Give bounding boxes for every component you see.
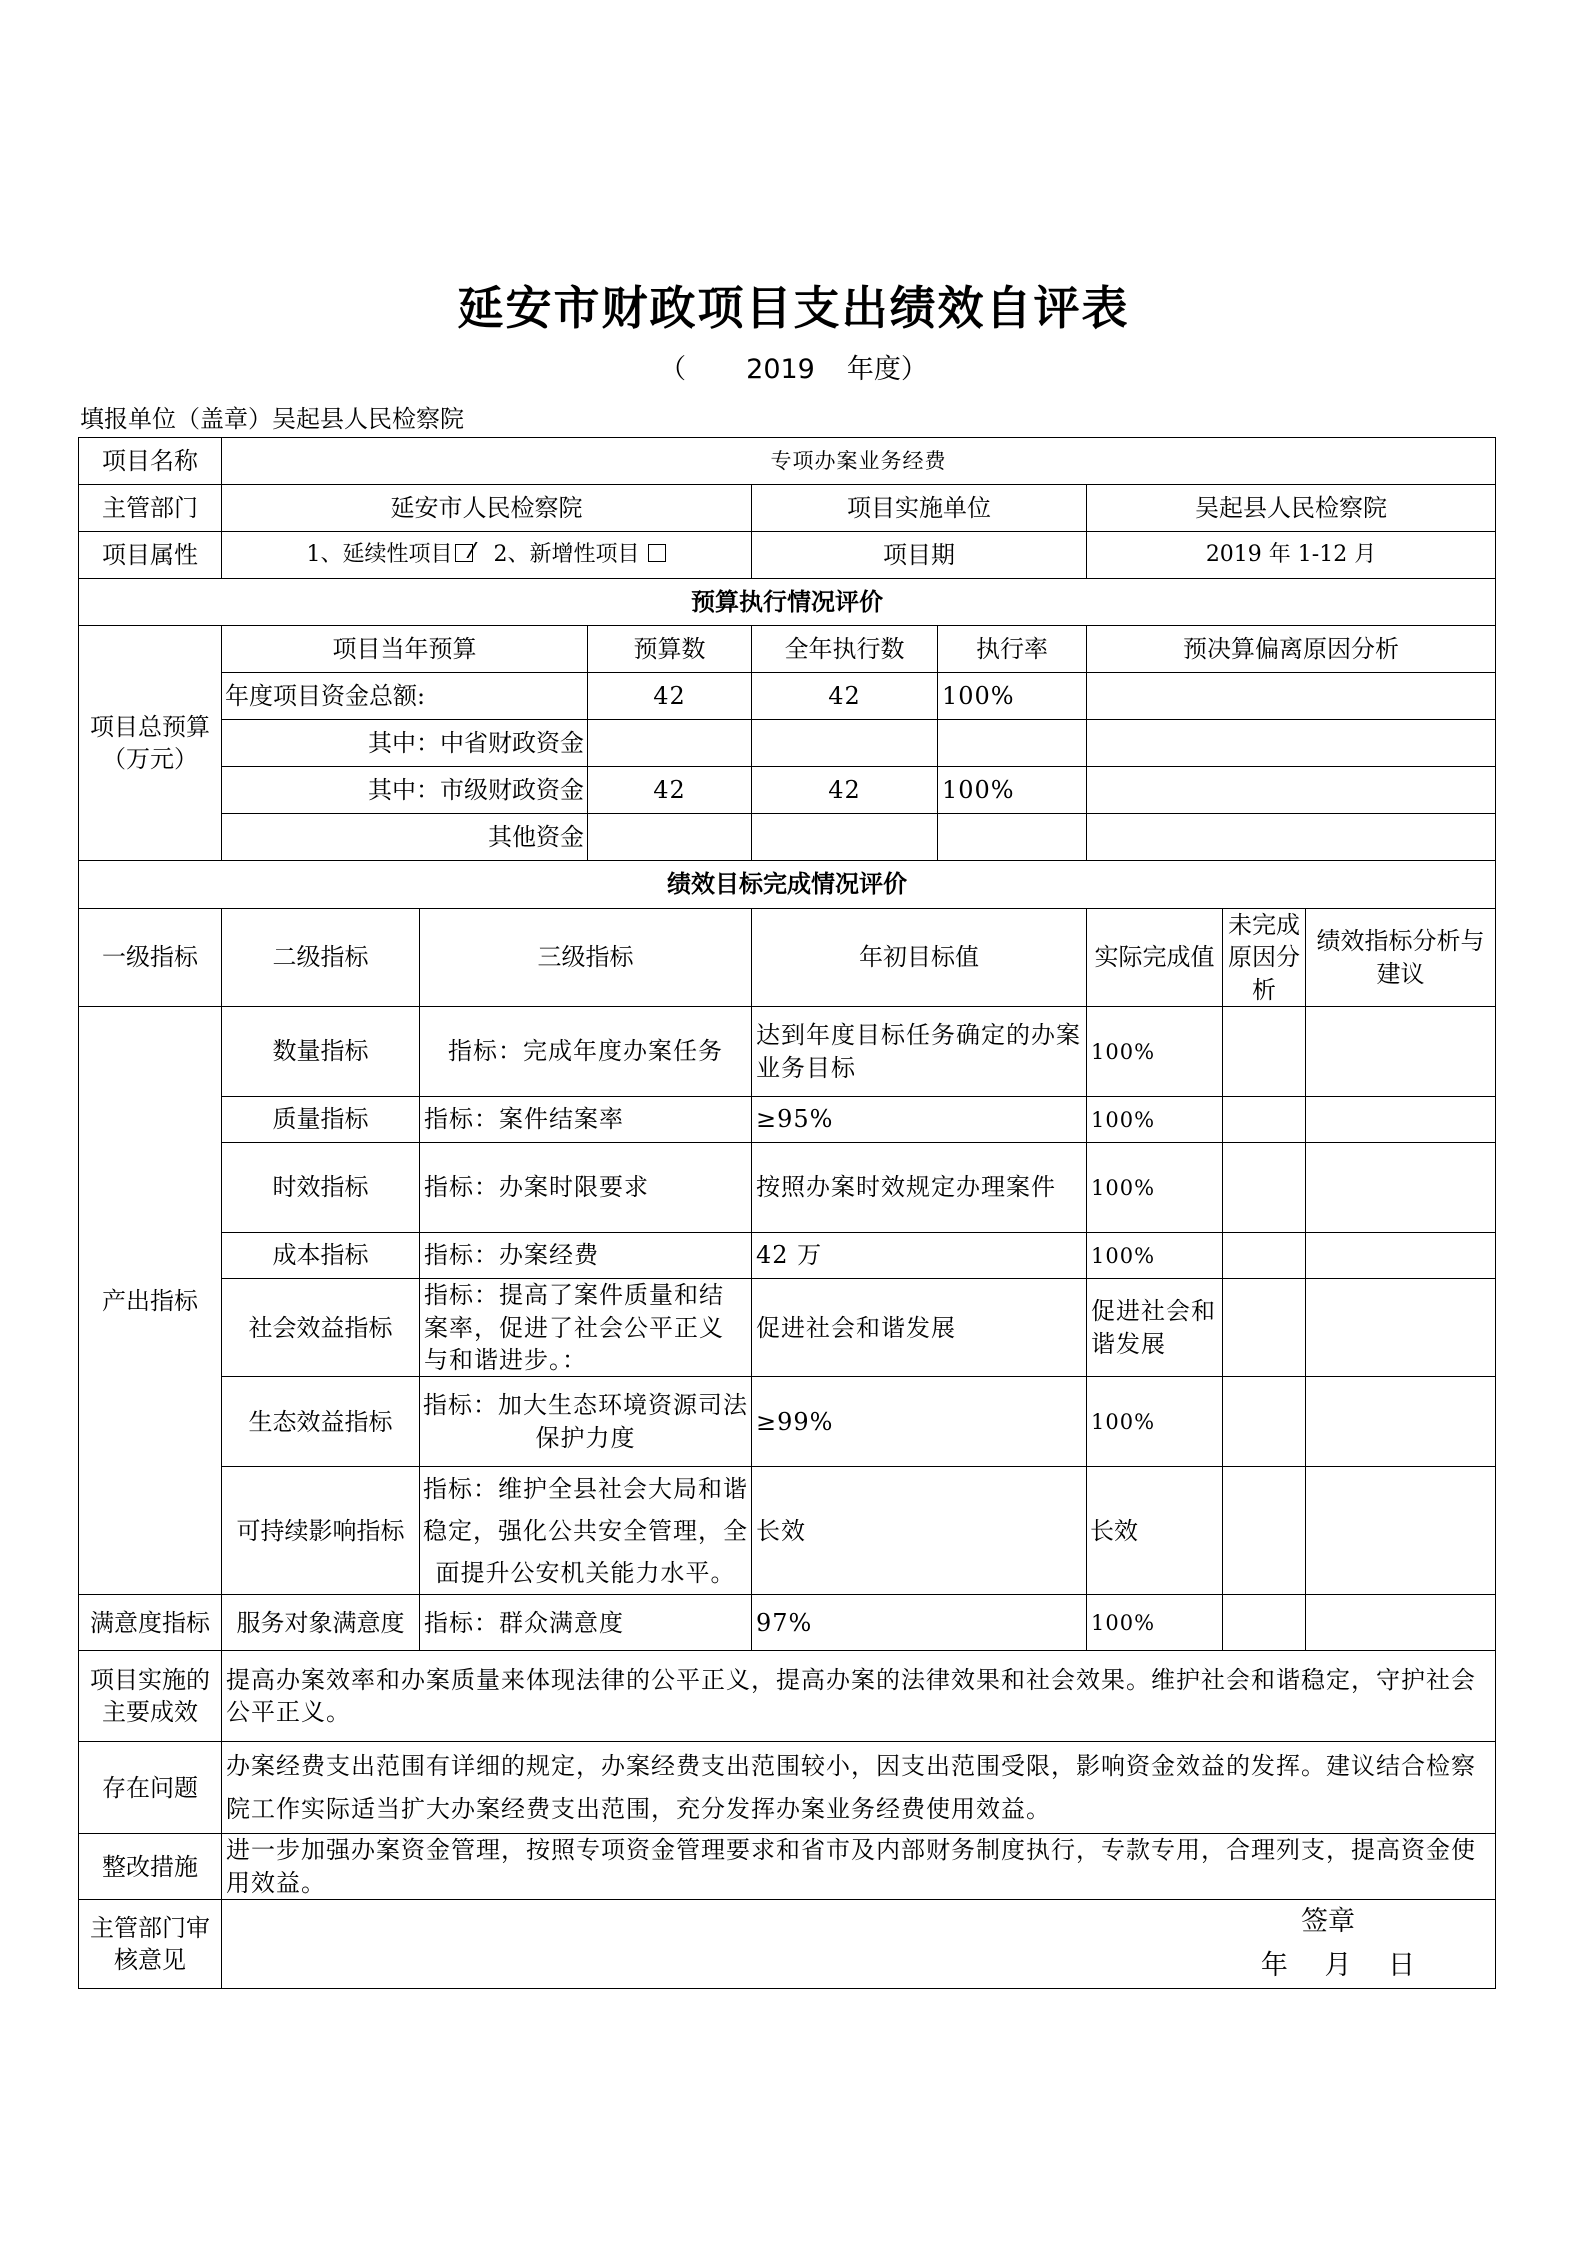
output-level2: 成本指标 (222, 1233, 420, 1279)
output-advice (1306, 1279, 1496, 1377)
output-target: ≥99% (752, 1377, 1087, 1467)
output-target: 按照办案时效规定办理案件 (752, 1143, 1087, 1233)
attr-option-continuing: 1、延续性项目 (306, 542, 453, 568)
problems-label: 存在问题 (79, 1742, 222, 1834)
impl-unit-label: 项目实施单位 (752, 485, 1087, 532)
output-actual: 100% (1087, 1377, 1223, 1467)
output-reason (1223, 1279, 1306, 1377)
output-level2: 社会效益指标 (222, 1279, 420, 1377)
budget-row-amount: 42 (588, 673, 752, 720)
budget-section-title: 预算执行情况评价 (79, 579, 1496, 626)
attr-label: 项目属性 (79, 532, 222, 579)
perf-col-reason: 未完成原因分析 (1223, 909, 1306, 1007)
output-target: 长效 (752, 1467, 1087, 1595)
measures-label: 整改措施 (79, 1834, 222, 1900)
reporting-unit-value: 吴起县人民检察院 (272, 405, 464, 433)
output-actual: 100% (1087, 1233, 1223, 1279)
satisfaction-level3: 指标：群众满意度 (420, 1595, 752, 1651)
budget-row (79, 720, 1496, 767)
output-actual: 长效 (1087, 1467, 1223, 1595)
budget-row-label: 项目总预算（万元） (79, 626, 222, 861)
satisfaction-reason (1223, 1595, 1306, 1651)
budget-row-amount (588, 814, 752, 861)
budget-row-reason (1087, 673, 1496, 720)
output-advice (1306, 1377, 1496, 1467)
output-row (79, 1143, 1496, 1233)
budget-row-rate (938, 814, 1087, 861)
date-label: 年 月 日 (1260, 1950, 1416, 1982)
perf-col-level2: 二级指标 (222, 909, 420, 1007)
budget-row-executed (752, 814, 938, 861)
budget-row-executed (752, 720, 938, 767)
satisfaction-level1: 满意度指标 (79, 1595, 222, 1651)
output-reason (1223, 1007, 1306, 1097)
year-open: （ (659, 354, 687, 385)
budget-row-executed: 42 (752, 767, 938, 814)
output-level2: 数量指标 (222, 1007, 420, 1097)
year-line (0, 347, 1587, 386)
satisfaction-actual: 100% (1087, 1595, 1223, 1651)
satisfaction-advice (1306, 1595, 1496, 1651)
period-label: 项目期 (752, 532, 1087, 579)
output-row (79, 1467, 1496, 1595)
attr-option-new: 2、新增性项目 (493, 542, 640, 568)
period-value: 2019 年 1-12 月 (1087, 532, 1496, 579)
budget-col-item: 项目当年预算 (222, 626, 588, 673)
impl-unit-value: 吴起县人民检察院 (1087, 485, 1496, 532)
reporting-unit-label: 填报单位（盖章） (80, 405, 272, 433)
output-actual: 100% (1087, 1097, 1223, 1143)
perf-col-actual: 实际完成值 (1087, 909, 1223, 1007)
budget-row-reason (1087, 814, 1496, 861)
budget-row-amount (588, 720, 752, 767)
output-row (79, 1097, 1496, 1143)
output-actual: 促进社会和谐发展 (1087, 1279, 1223, 1377)
budget-row-reason (1087, 767, 1496, 814)
output-row (79, 1007, 1496, 1097)
output-level3: 指标：维护全县社会大局和谐稳定，强化公共安全管理，全面提升公安机关能力水平。 (420, 1467, 752, 1595)
achievements-label: 项目实施的主要成效 (79, 1651, 222, 1742)
evaluation-form (78, 437, 1496, 1989)
budget-row-rate: 100% (938, 673, 1087, 720)
problems-text: 办案经费支出范围有详细的规定，办案经费支出范围较小，因支出范围受限，影响资金效益的发挥。建议结合检察院工作实际适当扩大办案经费支出范围，充分发挥办案业务经费使用效益。 (222, 1742, 1496, 1834)
empty-box-icon[interactable] (648, 544, 666, 562)
review-cell (222, 1900, 1496, 1989)
year-value: 2019 (746, 354, 815, 385)
achievements-text: 提高办案效率和办案质量来体现法律的公平正义，提高办案的法律效果和社会效果。维护社会和谐稳定，守护社会公平正义。 (222, 1651, 1496, 1742)
budget-col-rate: 执行率 (938, 626, 1087, 673)
budget-row-rate: 100% (938, 767, 1087, 814)
budget-row-executed: 42 (752, 673, 938, 720)
output-level1: 产出指标 (79, 1007, 222, 1595)
output-reason (1223, 1377, 1306, 1467)
output-level3: 指标：办案经费 (420, 1233, 752, 1279)
output-reason (1223, 1233, 1306, 1279)
output-level2: 生态效益指标 (222, 1377, 420, 1467)
output-target: 达到年度目标任务确定的办案业务目标 (752, 1007, 1087, 1097)
performance-section-title: 绩效目标完成情况评价 (79, 861, 1496, 909)
seal-label: 签章 (1301, 1906, 1356, 1938)
attr-options (222, 532, 752, 579)
year-suffix: 年度） (846, 354, 928, 385)
perf-col-level1: 一级指标 (79, 909, 222, 1007)
output-advice (1306, 1233, 1496, 1279)
project-name-label: 项目名称 (79, 438, 222, 485)
output-reason (1223, 1097, 1306, 1143)
dept-value: 延安市人民检察院 (222, 485, 752, 532)
perf-col-advice: 绩效指标分析与建议 (1306, 909, 1496, 1007)
checked-box-icon[interactable] (455, 544, 473, 562)
output-level3: 指标：提高了案件质量和结案率，促进了社会公平正义与和谐进步。： (420, 1279, 752, 1377)
output-level3: 指标：加大生态环境资源司法保护力度 (420, 1377, 752, 1467)
perf-col-level3: 三级指标 (420, 909, 752, 1007)
budget-row-reason (1087, 720, 1496, 767)
measures-text: 进一步加强办案资金管理，按照专项资金管理要求和省市及内部财务制度执行，专款专用，合理列支，提高资金使用效益。 (222, 1834, 1496, 1900)
output-advice (1306, 1097, 1496, 1143)
output-reason (1223, 1143, 1306, 1233)
dept-label: 主管部门 (79, 485, 222, 532)
output-target: ≥95% (752, 1097, 1087, 1143)
output-row (79, 1233, 1496, 1279)
output-actual: 100% (1087, 1007, 1223, 1097)
budget-row (79, 767, 1496, 814)
budget-col-reason: 预决算偏离原因分析 (1087, 626, 1496, 673)
satisfaction-level2: 服务对象满意度 (222, 1595, 420, 1651)
budget-col-executed: 全年执行数 (752, 626, 938, 673)
budget-row (79, 673, 1496, 720)
output-level3: 指标：完成年度办案任务 (420, 1007, 752, 1097)
budget-row-amount: 42 (588, 767, 752, 814)
output-advice (1306, 1143, 1496, 1233)
output-level2: 时效指标 (222, 1143, 420, 1233)
budget-row (79, 814, 1496, 861)
budget-col-amount: 预算数 (588, 626, 752, 673)
budget-row-name: 其他资金 (222, 814, 588, 861)
output-level2: 质量指标 (222, 1097, 420, 1143)
output-advice (1306, 1007, 1496, 1097)
output-level3: 指标：案件结案率 (420, 1097, 752, 1143)
output-row (79, 1377, 1496, 1467)
output-target: 42 万 (752, 1233, 1087, 1279)
output-row (79, 1279, 1496, 1377)
output-reason (1223, 1467, 1306, 1595)
budget-row-name: 其中：市级财政资金 (222, 767, 588, 814)
output-actual: 100% (1087, 1143, 1223, 1233)
reporting-unit (80, 399, 464, 434)
budget-row-rate (938, 720, 1087, 767)
review-label: 主管部门审核意见 (79, 1900, 222, 1989)
output-target: 促进社会和谐发展 (752, 1279, 1087, 1377)
page-title: 延安市财政项目支出绩效自评表 (457, 281, 1130, 335)
satisfaction-target: 97% (752, 1595, 1087, 1651)
output-level2: 可持续影响指标 (222, 1467, 420, 1595)
project-name: 专项办案业务经费 (222, 438, 1496, 485)
output-level3: 指标：办案时限要求 (420, 1143, 752, 1233)
output-advice (1306, 1467, 1496, 1595)
budget-row-name: 其中：中省财政资金 (222, 720, 588, 767)
budget-row-name: 年度项目资金总额: (222, 673, 588, 720)
satisfaction-row (79, 1595, 1496, 1651)
perf-col-target: 年初目标值 (752, 909, 1087, 1007)
